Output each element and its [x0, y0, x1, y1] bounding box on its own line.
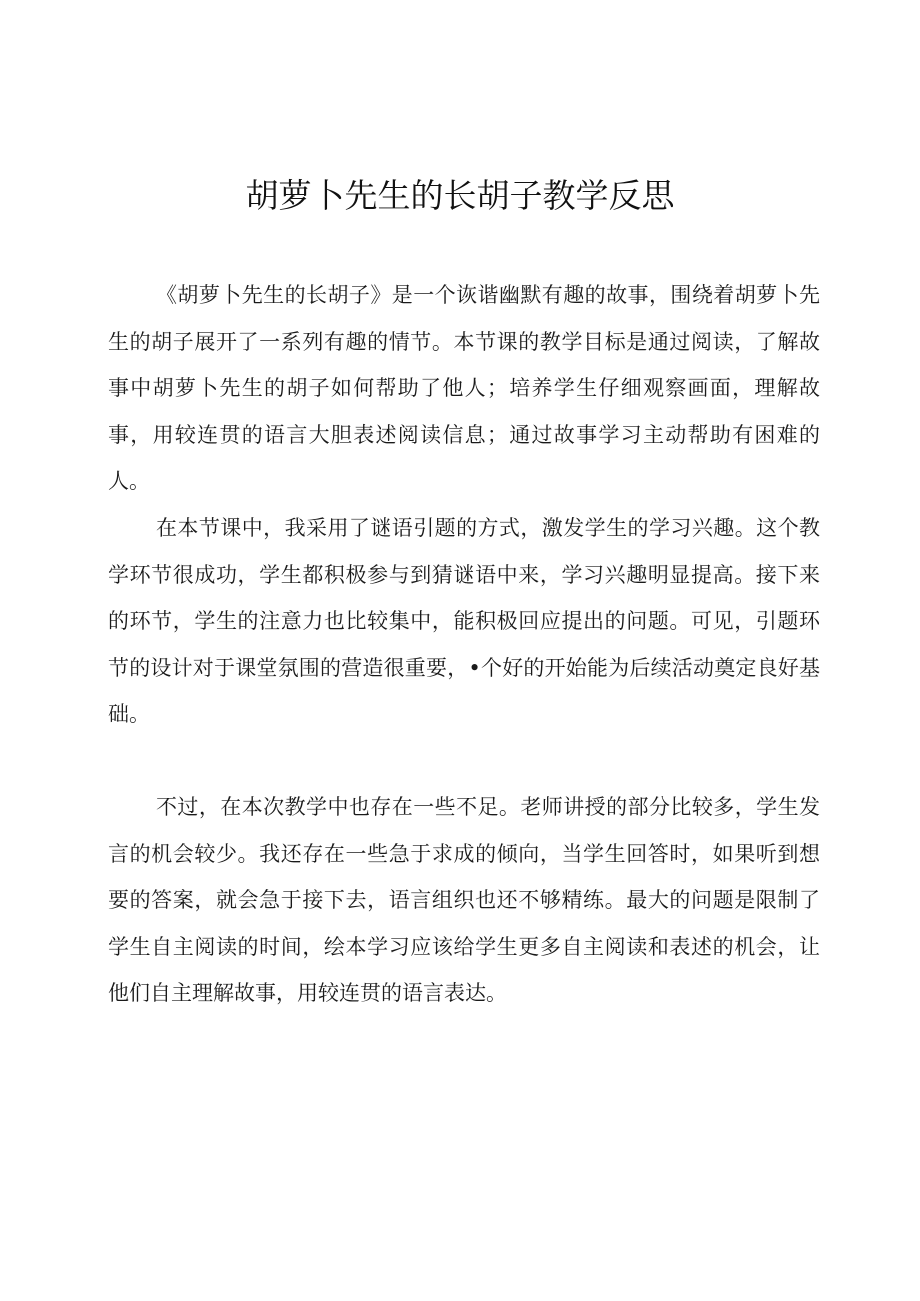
paragraph-intro: 《胡萝卜先生的长胡子》是一个诙谐幽默有趣的故事，围绕着胡萝卜先生的胡子展开了一系列有趣的情节。本节课的教学目标是通过阅读，了解故事中胡萝卜先生的胡子如何帮助了他人；培养学生仔细观察画面，理解故事，用较连贯的语言大胆表述阅读信息；通过故事学习主动帮助有困难的人。 — [108, 283, 820, 493]
paragraph-strengths: 在本节课中，我采用了谜语引题的方式，激发学生的学习兴趣。这个教学环节很成功，学生都积极参与到猜谜语中来，学习兴趣明显提高。接下来的环节，学生的注意力也比较集中，能积极回应提出的问题。可见，引题环节的设计对于课堂氛围的营造很重要，•个好的开始能为后续活动奠定良好基础。 — [108, 516, 820, 726]
document-title: 胡萝卜先生的长胡子教学反思 — [245, 176, 675, 215]
paragraph-shortcomings: 不过，在本次教学中也存在一些不足。老师讲授的部分比较多，学生发言的机会较少。我还存在一些急于求成的倾向，当学生回答时，如果听到想要的答案，就会急于接下去，语言组织也还不够精练。最大的问题是限制了学生自主阅读的时间，绘本学习应该给学生更多自主阅读和表述的机会，让他们自主理解故事，用较连贯的语言表达。 — [108, 795, 820, 1005]
